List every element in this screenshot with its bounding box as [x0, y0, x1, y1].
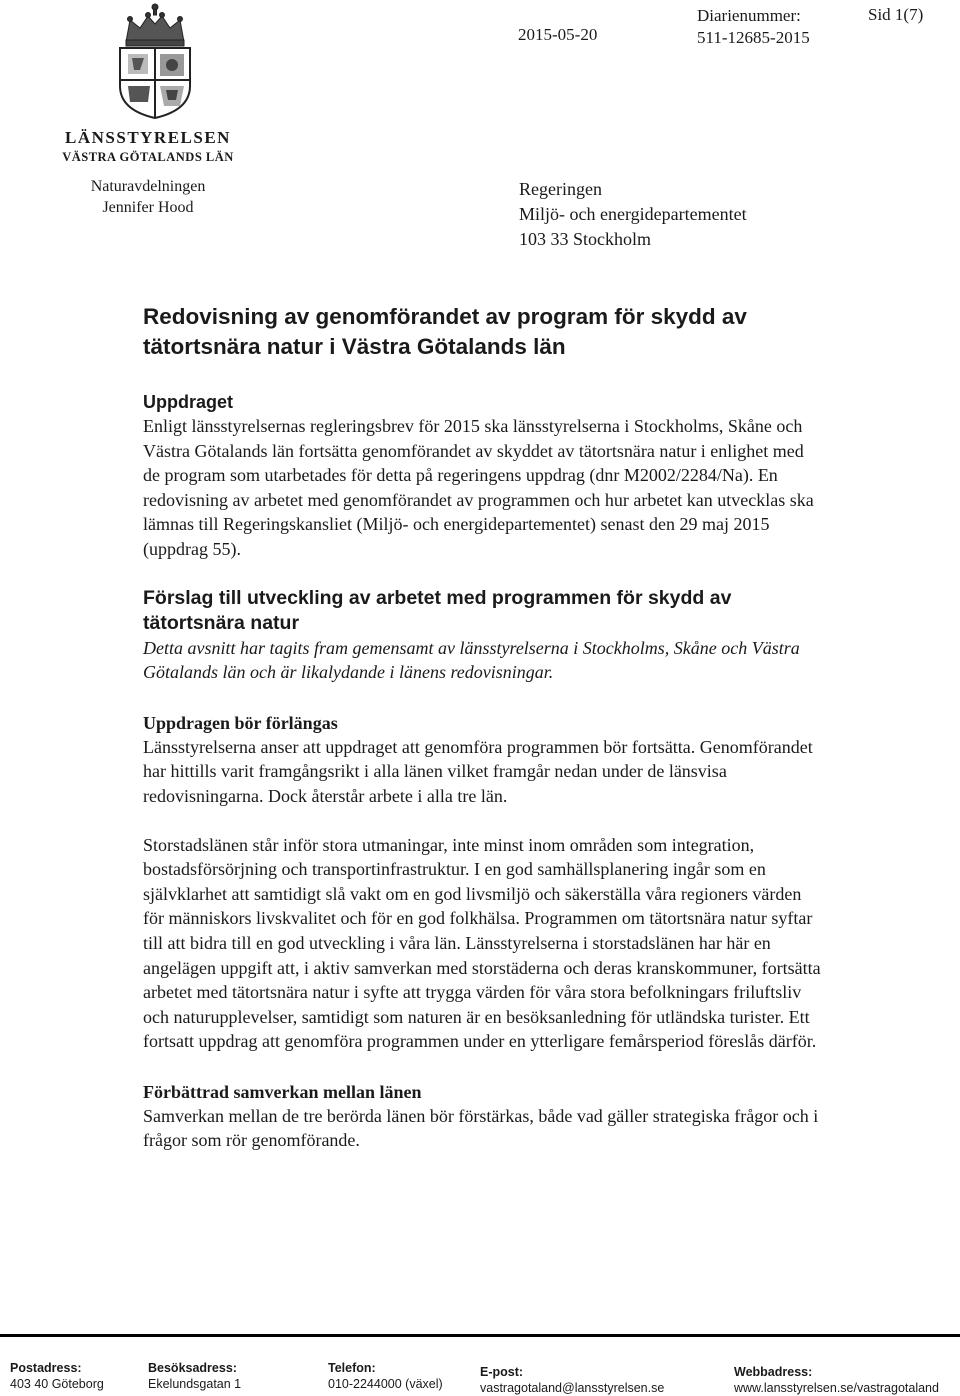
diarie-label: Diarienummer:: [697, 6, 801, 25]
footer-phone-label: Telefon:: [328, 1361, 376, 1375]
section-paragraph: Länsstyrelserna anser att uppdraget att genomföra programmen bör fortsätta. Genomförandet har hittills varit framgångsrikt i alla länen vilket framgår nedan under de länsvisa redovisningarna. Dock återstår arbete i alla tre län.: [143, 736, 813, 806]
document-title: Redovisning av genomförandet av program för skydd av tätortsnära natur i Västra Götalands län: [143, 304, 747, 359]
sender-block: [56, 176, 240, 218]
diarie-number: 511-12685-2015: [697, 28, 810, 47]
footer-web-link[interactable]: www.lansstyrelsen.se/vastragotaland: [734, 1381, 939, 1395]
footer-visit-value: Ekelundsgatan 1: [148, 1377, 242, 1391]
subheading-samverkan: Förbättrad samverkan mellan länen: [143, 1081, 422, 1102]
agency-name: [56, 128, 240, 165]
footer-visit-label: Besöksadress:: [148, 1361, 237, 1375]
coat-of-arms-logo: [112, 2, 198, 120]
footer-postal-label: Postadress:: [10, 1361, 82, 1375]
recipient-line3: 103 33 Stockholm: [519, 229, 652, 249]
footer: [0, 1334, 960, 1396]
author-name: Jennifer Hood: [102, 199, 194, 216]
footer-email: [480, 1364, 664, 1396]
agency-line1: LÄNSSTYRELSEN: [65, 128, 231, 147]
diarie-block: [697, 5, 810, 49]
footer-email-label: E-post:: [480, 1365, 524, 1379]
department-name: Naturavdelningen: [90, 178, 206, 195]
footer-web-label: Webbadress:: [734, 1365, 813, 1379]
section-paragraph: Samverkan mellan de tre berörda länen bör förstärkas, både vad gäller strategiska frågor och i frågor som rör genomförande.: [143, 1105, 819, 1151]
document-body: [143, 302, 823, 1153]
section-heading-forslag: Förslag till utveckling av arbetet med programmen för skydd av tätortsnära natur: [143, 586, 732, 634]
section-heading-uppdraget: Uppdraget: [143, 392, 233, 412]
footer-phone: [328, 1360, 443, 1392]
section-paragraph: Storstadslänen står inför stora utmaningar, inte minst inom områden som integration, bostadsförsörjning och transportinfrastruktur. I en god samhällsplanering ingår som en självklarhet att samtidigt slå vakt om en god livsmiljö och säkerställa våra regioners värden för människors livskvalitet och för en god folkhälsa. Programmen om tätortsnära natur syftar till att bidra till en god utveckling i våra län. Länsstyrelserna i storstadslänen har här en angelägen uppgift att, i aktiv samverkan med storstäderna och deras kranskommuner, fortsätta arbetet med tätortsnära natur i syfte att trygga värden för våra stora befolkningars friluftsliv och naturupplevelser, samtidigt som naturen är en besöksanledning för utländska turister. Ett fortsatt uppdrag att genomföra programmen under en ytterligare femårsperiod föreslås därför.: [143, 834, 821, 1052]
footer-postal-value: 403 40 Göteborg: [10, 1377, 104, 1391]
document-date: 2015-05-20: [518, 25, 598, 44]
italic-intro-text: Detta avsnitt har tagits fram gemensamt av länsstyrelserna i Stockholms, Skåne och Västra Götalands län och är likalydande i länens redovisningar.: [143, 637, 800, 683]
footer-postal: [10, 1360, 104, 1392]
subheading-forlangas: Uppdragen bör förlängas: [143, 712, 338, 733]
recipient-line2: Miljö- och energidepartementet: [519, 204, 747, 224]
section-intro-italic: [143, 636, 823, 685]
page-number: Sid 1(7): [868, 5, 924, 24]
recipient-address: [519, 177, 747, 252]
footer-web: [734, 1364, 939, 1396]
agency-line2: VÄSTRA GÖTALANDS LÄN: [62, 150, 234, 164]
footer-email-link[interactable]: vastragotaland@lansstyrelsen.se: [480, 1381, 665, 1395]
recipient-line1: Regeringen: [519, 179, 602, 199]
footer-visit: [148, 1360, 241, 1392]
footer-phone-value: 010-2244000 (växel): [328, 1377, 443, 1391]
section-paragraph: Enligt länsstyrelsernas regleringsbrev för 2015 ska länsstyrelserna i Stockholms, Skåne och Västra Götalands län fortsätta genomförandet av skyddet av tätortsnära natur i enlighet med de program som utarbetades för detta på regeringens uppdrag (dnr M2002/2284/Na). En redovisning av arbetet med genomförandet av programmen och hur arbetet kan utvecklas ska lämnas till Regeringskansliet (Miljö- och energidepartementet) senast den 29 maj 2015 (uppdrag 55).: [143, 416, 814, 559]
